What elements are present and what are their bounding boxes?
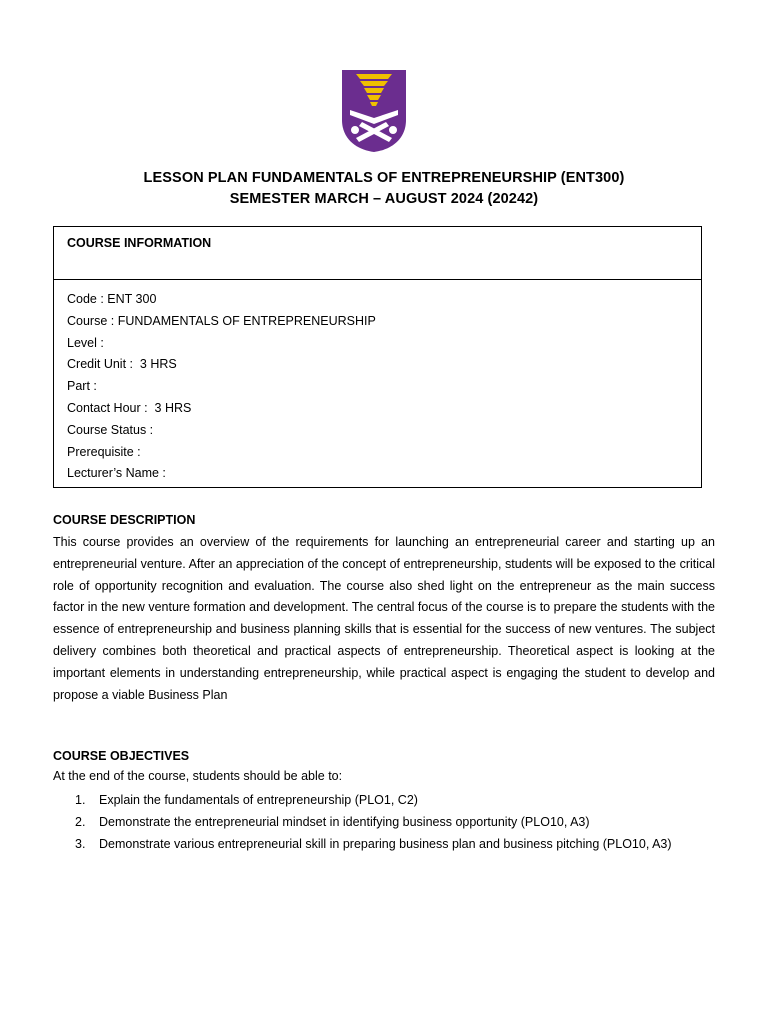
field-level: Level : [67,335,104,350]
field-code: Code : ENT 300 [67,292,157,306]
list-item-number: 3. [75,836,86,851]
course-description-text: This course provides an overview of the requirements for launching an entrepreneurial career and starting up an entrepreneurial venture. After an appreciation of the concept of entrepreneurship, students will be exposed to the critical role of opportunity recognition and evaluation. The course also shed light on the entrepreneur as the main success factor in the new venture formation and development. The central focus of the course is to prepare the students with the essence of entrepreneurship and business planning skills that is essential for the success of new ventures. The subject delivery combines both theoretical and practical aspects of entrepreneurship. Theoretical aspect is looking at the important elements in understanding entrepreneurship, while practical aspect is engaging the student to develop and propose a viable Business Plan [53,535,715,702]
list-item-number: 1. [75,793,86,807]
university-crest-icon [340,68,408,154]
course-information-heading: COURSE INFORMATION [54,227,701,280]
field-lecturer-name: Lecturer’s Name : [67,466,166,481]
list-item [53,834,715,856]
field-prerequisite: Prerequisite : [67,444,141,459]
list-item-text: Demonstrate the entrepreneurial mindset in identifying business opportunity (PLO10, A3) [99,814,590,829]
course-objectives-intro: At the end of the course, students should be able to: [53,769,343,783]
field-course: Course : FUNDAMENTALS OF ENTREPRENEURSHIP [67,313,376,328]
field-part: Part : [67,379,97,394]
course-information-fields [54,280,701,485]
list-item-number: 2. [75,814,86,829]
course-objectives-list [53,790,715,855]
document-title: LESSON PLAN FUNDAMENTALS OF ENTREPRENEURSHIP (ENT300) [143,170,625,186]
course-objectives-heading: COURSE OBJECTIVES [53,749,190,763]
field-credit-unit: Credit Unit : 3 HRS [67,357,177,372]
list-item [53,790,715,812]
list-item [53,812,715,834]
course-information-table [53,226,702,488]
field-contact-hour: Contact Hour : 3 HRS [67,400,192,415]
field-course-status: Course Status : [67,422,154,437]
course-description-heading: COURSE DESCRIPTION [53,513,196,527]
list-item-text: Explain the fundamentals of entrepreneurship (PLO1, C2) [99,793,418,807]
semester-subtitle: SEMESTER MARCH – AUGUST 2024 (20242) [229,191,539,207]
list-item-text: Demonstrate various entrepreneurial skill in preparing business plan and business pitching (PLO10, A3) [99,836,672,851]
